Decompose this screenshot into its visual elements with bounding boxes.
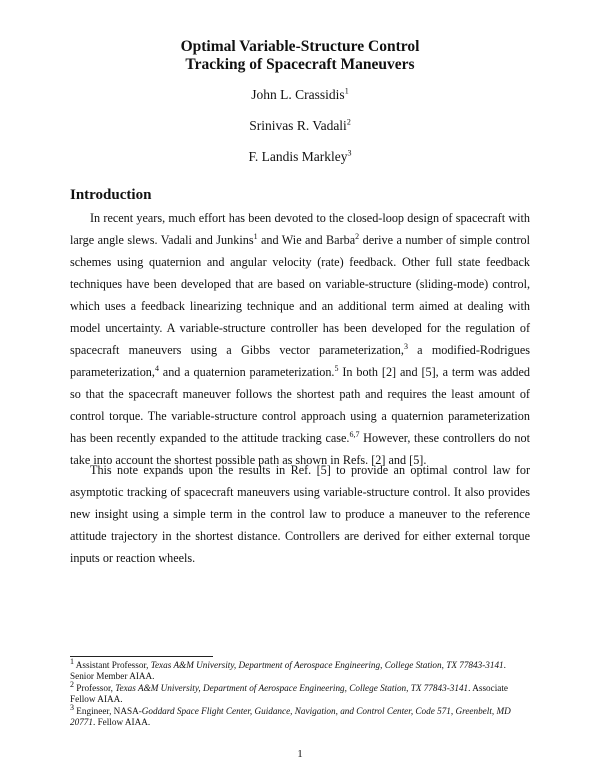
text-run: In recent years, much effort has been devoted to the closed-loop design of spacecraft with large angle slews. Vadali and Junkins [70,211,530,247]
author-name: F. Landis Markley [248,149,348,164]
footnote-text: . Fellow AIAA. [92,717,151,728]
footnote-affiliation: Texas A&M University, Department of Aerospace Engineering, College Station, TX 77843-3141 [115,682,469,693]
footnote-number: 1 [70,656,74,666]
text-run: and Wie and Barba [257,233,356,247]
citation-mark: 5 [334,363,339,373]
citation-mark: 6,7 [349,429,360,439]
text-run: In both [2] and [5], a term was added so that the spacecraft maneuver follows the shortest path and requires the least amount of control torque. The variable-structure control approach using a quaternion parameterization has been recently expanded to the attitude tracking case. [70,365,530,445]
footnote-text: Assistant Professor, [74,660,151,670]
page-number: 1 [297,748,303,760]
citation-mark: 2 [355,231,360,241]
citation-mark: 1 [253,231,258,241]
author-3 [0,149,600,165]
text-run: a modified-Rodrigues parameterization, [70,343,530,379]
footnote-text: . Associate Fellow AIAA. [70,682,508,705]
footnote-text: . Senior Member AIAA. [70,660,506,682]
text-run: derive a number of simple control schemes using quaternion and angular velocity (rate) feedback. Other full state feedback techniques have been developed that are based on variable-structure (sliding-mode) control, which uses a feedback linearizing technique and an additional term aimed at dealing with model uncertainty. A variable-structure controller has been developed for the regulation of spacecraft maneuvers using a Gibbs vector parameterization, [70,233,531,357]
author-footnote-mark: 3 [347,148,352,158]
author-2 [0,118,600,134]
author-1 [0,87,600,103]
footnote-1 [70,656,530,683]
footnote-number: 3 [70,702,74,712]
footnote-affiliation: Goddard Space Flight Center, Guidance, Navigation, and Control Center, Code 571, Greenbelt, MD 20771 [70,705,511,728]
title-line-2: Tracking of Spacecraft Maneuvers [185,56,415,73]
footnote-divider [70,656,213,657]
footnote-text: Professor, [74,682,116,693]
section-heading: Introduction [70,187,152,203]
footnote-2 [70,679,530,706]
text-run: However, these controllers do not take into account the shortest possible path as shown in Refs. [2] and [5]. [70,431,530,467]
author-name: John L. Crassidis [251,87,345,102]
footnote-3 [70,702,530,729]
footnote-number: 2 [70,679,74,689]
paper-title [0,38,600,74]
author-footnote-mark: 2 [346,117,351,127]
footnotes [70,656,530,728]
citation-mark: 4 [154,363,159,373]
title-line-1: Optimal Variable-Structure Control [180,38,420,55]
intro-paragraph-2: This note expands upon the results in Ref. [5] to provide an optimal control law for asymptotic tracking of spacecraft maneuvers using variable-structure control. It also provides new insight using a simple term in the control law to produce a maneuver to the reference attitude trajectory in the shortest distance. Controllers are derived for either external torque inputs or reaction wheels. [70,463,530,565]
footnote-text: Engineer, NASA- [74,705,142,716]
author-footnote-mark: 1 [344,86,349,96]
author-name: Srinivas R. Vadali [249,118,347,133]
citation-mark: 3 [403,341,408,351]
intro-paragraph-1 [70,207,530,471]
footnote-affiliation: Texas A&M University, Department of Aerospace Engineering, College Station, TX 77843-3141 [150,660,504,670]
text-run: and a quaternion parameterization. [158,365,335,379]
